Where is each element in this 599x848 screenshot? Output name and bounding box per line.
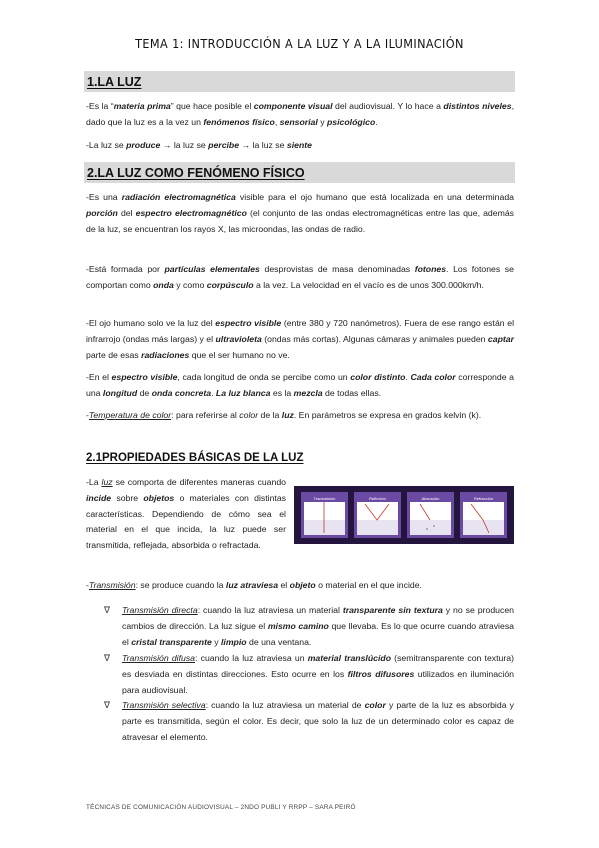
- section-1-heading-text: 1.LA LUZ: [87, 75, 142, 89]
- reflection-diagram: [357, 502, 398, 535]
- bullet-marker-2: ∇: [104, 653, 111, 663]
- transmission-panel-label: Transmisión: [304, 495, 345, 502]
- section-2-1-heading: 2.1PROPIEDADES BÁSICAS DE LA LUZ: [86, 452, 304, 464]
- refraction-diagram: [463, 502, 504, 535]
- bullet-transmision-selectiva: Transmisión selectiva: cuando la luz atraviesa un material de color y parte de la luz es absorbida y parte es transmitida, según el color. Es decir, que solo la luz de un determinado color es capaz de atravesar el elemento.: [122, 700, 514, 742]
- s1-paragraph-1: -Es la “materia prima” que hace posible el componente visual del audiovisual. Y lo hace a distintos niveles, dado que la luz es a la vez un fenómenos físico, sensorial y psicológico.: [86, 101, 514, 127]
- refraction-panel: [460, 492, 507, 538]
- bullet-marker-1: ∇: [104, 605, 111, 615]
- section-2-heading-text: 2.LA LUZ COMO FENÓMENO FÍSICO: [87, 166, 305, 180]
- s2-paragraph-1: -Es una radiación electromagnética visible para el ojo humano que está localizada en una determinada porción del espectro electromagnético (el conjunto de las ondas electromagnéticas entre las que, además de la luz, se encuentran los rayos X, las microondas, las ondas de radio.: [86, 192, 514, 234]
- section-2-heading: [84, 162, 515, 183]
- refraction-panel-label: Refracción: [463, 495, 504, 502]
- bullet-marker-3: ∇: [104, 700, 111, 710]
- s2-paragraph-4: -En el espectro visible, cada longitud de onda se percibe como un color distinto. Cada color corresponde a una longitud de onda concreta. La luz blanca es la mezcla de todas ellas.: [86, 372, 515, 398]
- absorption-panel-label: Absorción: [410, 495, 451, 502]
- absorption-panel: [407, 492, 454, 538]
- reflection-panel: [354, 492, 401, 538]
- bullet-transmision-difusa: Transmisión difusa: cuando la luz atraviesa un material translúcido (semitransparente con textura) es desviada en distintas direcciones. Esto ocurre en los filtros difusores utilizados en iluminación para audiovisual.: [122, 653, 514, 695]
- light-properties-figure: [294, 486, 514, 544]
- page-footer: TÉCNICAS DE COMUNICACIÓN AUDIOVISUAL – 2NDO PUBLI Y RRPP – SARA PEIRÓ: [86, 804, 356, 811]
- bullet-transmision-directa: Transmisión directa: cuando la luz atraviesa un material transparente sin textura y no se producen cambios de dirección. La luz sigue el mismo camino que llevaba. Es lo que ocurre cuando atraviesa el cristal transparente y limpio de una ventana.: [122, 605, 514, 647]
- transmission-panel: [301, 492, 348, 538]
- section-1-heading: [84, 71, 515, 92]
- transmission-diagram: [304, 502, 345, 535]
- s1-paragraph-2: -La luz se produce → la luz se percibe → la luz se siente: [86, 140, 312, 150]
- absorption-diagram: [410, 502, 451, 535]
- reflection-panel-label: Reflexión: [357, 495, 398, 502]
- s2-paragraph-5: -Temperatura de color: para referirse al color de la luz. En parámetros se expresa en grados kelvin (k).: [86, 410, 482, 420]
- page-title: TEMA 1: INTRODUCCIÓN A LA LUZ Y A LA ILUMINACIÓN: [135, 36, 464, 51]
- s21-paragraph-2: -Transmisión: se produce cuando la luz atraviesa el objeto o material en el que incide.: [86, 580, 422, 590]
- s21-paragraph-1: -La luz se comporta de diferentes maneras cuando incide sobre objetos o materiales con distintas características. Dependiendo de cómo sea el material en el que incida, la luz puede ser transmitida, reflejada, absorbida o refractada.: [86, 477, 287, 551]
- s2-paragraph-3: -El ojo humano solo ve la luz del espectro visible (entre 380 y 720 nanómetros). Fuera de ese rango están el infrarrojo (ondas más largas) y el ultravioleta (ondas más cortas). Algunas cámaras y animales pueden captar parte de esas radiaciones que el ser humano no ve.: [86, 318, 515, 360]
- s2-paragraph-2: -Está formada por partículas elementales desprovistas de masa denominadas fotones. Los fotones se comportan como onda y como corpúsculo a la vez. La velocidad en el vacío es de unos 300.000km/h.: [86, 264, 514, 290]
